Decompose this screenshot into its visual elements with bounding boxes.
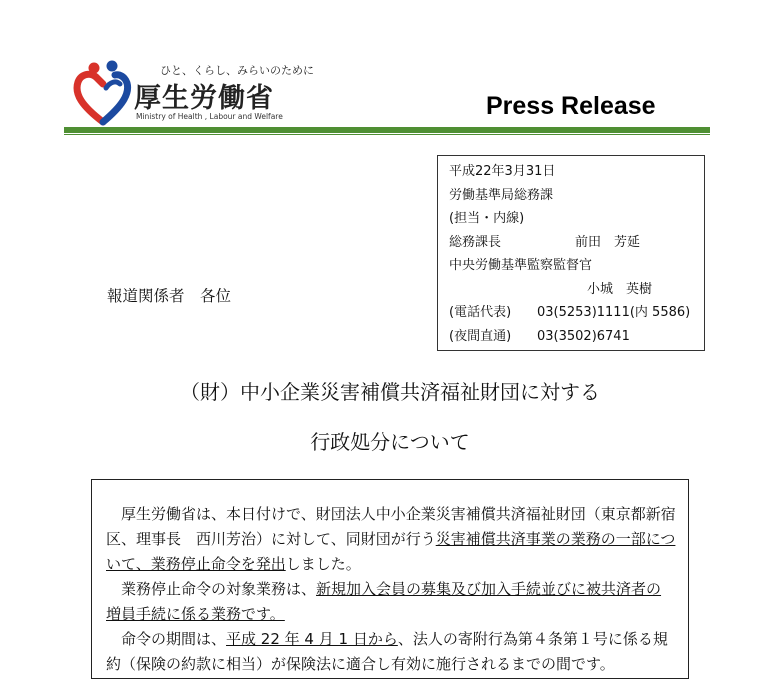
contact-person2 — [449, 278, 704, 302]
mhlw-emblem-icon — [72, 58, 134, 128]
phone-main-number: 03(5253)1111(内 5586) — [537, 305, 691, 320]
contact-person2-title: 中央労働基準監察監督官 — [449, 258, 593, 273]
press-release-heading: Press Release — [486, 92, 656, 120]
phone-main-label: (電話代表) — [449, 305, 512, 320]
contact-phone-night — [449, 325, 704, 349]
org-name: 厚生労働省 — [134, 83, 274, 114]
p3-text: 命令の期間は、 — [121, 630, 227, 648]
p3-text-end: 、法人の寄附行為第４条第１号に係る規約（保険の約款に相当）が保険法に適合し有効に施行されるまでの間です。 — [106, 630, 668, 673]
p1-text: 厚生労働省は、本日付けで、財団法人中小企業災害補償共済福祉財団（東京都新宿区、理事長 西川芳治）に対して、同財団が行う — [106, 505, 676, 548]
p2-text: 業務停止命令の対象業務は、 — [121, 580, 317, 598]
contact-in-charge-label: (担当・内線) — [449, 211, 525, 226]
phone-night-number: 03(3502)6741 — [537, 328, 630, 344]
contact-phone-main — [449, 301, 704, 325]
document-title-line1: （財）中小企業災害補償共済福祉財団に対する — [180, 380, 600, 404]
summary-box — [91, 479, 689, 679]
tagline: ひと、くらし、みらいのために — [160, 64, 314, 77]
header-divider — [64, 127, 710, 133]
p1-underlined: 災害補償共済事業の業務の一部について、業務停止命令を発出 — [106, 530, 676, 573]
org-name-en: Ministry of Health , Labour and Welfare — [136, 112, 283, 121]
mhlw-logo — [72, 58, 314, 128]
person1-name: 前田 芳延 — [575, 234, 641, 250]
contact-department: 労働基準局総務課 — [449, 187, 554, 203]
contact-date: 平成22年3月31日 — [449, 164, 556, 179]
summary-paragraph-2 — [106, 577, 676, 627]
summary-paragraph-3 — [106, 627, 676, 677]
p2-underlined: 新規加入会員の募集及び加入手続並びに被共済者の増員手続に係る業務です。 — [106, 580, 662, 623]
person2-name: 小城 英樹 — [587, 281, 653, 297]
contact-box — [437, 155, 705, 351]
p1-text-end: しました。 — [285, 555, 361, 573]
phone-night-label: (夜間直通) — [449, 328, 512, 344]
person1-title: 総務課長 — [449, 234, 502, 250]
contact-person1 — [449, 231, 704, 255]
p3-underlined: 平成 22 年 4 月 1 日から — [226, 630, 398, 648]
summary-paragraph-1 — [106, 502, 676, 577]
recipient: 報道関係者 各位 — [107, 287, 232, 305]
document-title-line2: 行政処分について — [310, 430, 470, 454]
